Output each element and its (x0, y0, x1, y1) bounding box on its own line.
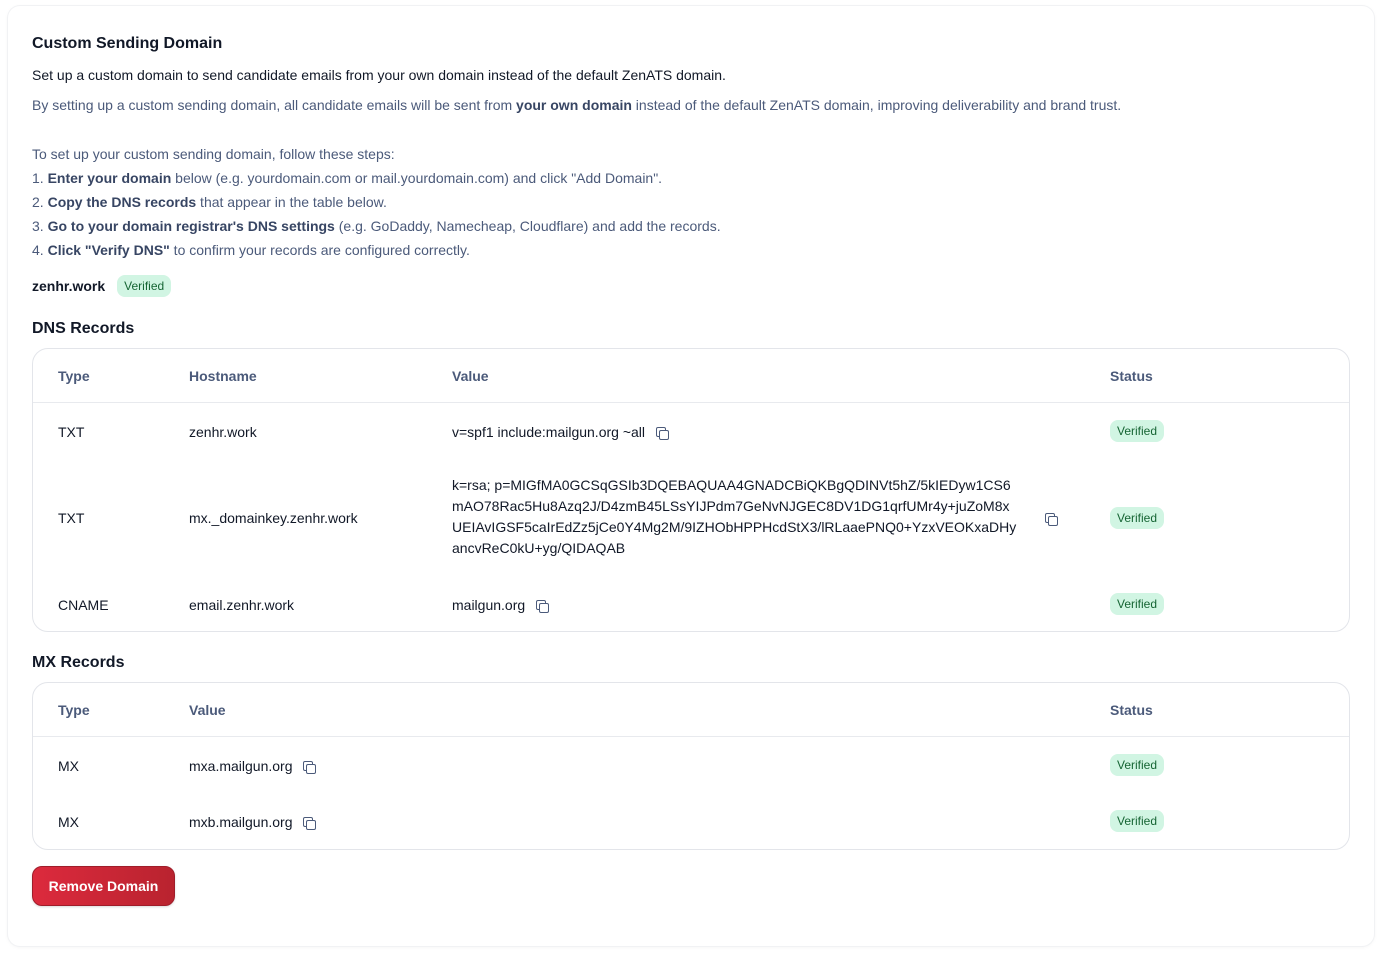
step-bold: Copy the DNS records (47, 194, 197, 210)
dns-records-table (32, 348, 1350, 632)
record-value-text: mxa.mailgun.org (189, 758, 293, 774)
record-status (1110, 593, 1164, 615)
record-value-line: mAO78Rac5Hu8Azq2J/D4zmB45LSsYIJPdm7GeNvNJGEC8DV1DG1qrfUMr4y+juZoM8x (452, 498, 1010, 514)
record-status (1110, 810, 1164, 832)
step-number: 4. (32, 242, 48, 258)
custom-domain-card (8, 6, 1374, 946)
record-value (452, 424, 669, 440)
status-badge: Verified (1110, 507, 1164, 529)
status-badge: Verified (1110, 754, 1164, 776)
record-value (452, 475, 1016, 559)
record-type: MX (58, 814, 79, 830)
column-header-status: Status (1110, 368, 1153, 384)
setup-steps (32, 142, 721, 262)
record-hostname: email.zenhr.work (189, 597, 295, 613)
step-2 (32, 190, 721, 214)
step-text: that appear in the table below. (196, 194, 387, 210)
status-badge: Verified (117, 275, 171, 297)
step-3 (32, 214, 721, 238)
step-bold: Go to your domain registrar's DNS settings (47, 218, 335, 234)
copy-icon[interactable] (1044, 512, 1058, 526)
record-value-line: ancvReC0kU+yg/QIDAQAB (452, 540, 626, 556)
step-text: to confirm your records are configured correctly. (169, 242, 470, 258)
record-value (189, 814, 316, 830)
record-type: MX (58, 758, 79, 774)
record-value-line: UEIAvIGSF5caIrEdZz5jCe0Y4Mg2M/9IZHObHPPHcdStX3/lRLaaePNQ0+YzxVEOKxaDHy (452, 519, 1017, 535)
copy-icon[interactable] (302, 816, 316, 830)
table-row (33, 575, 1349, 632)
table-row (33, 403, 1349, 461)
step-4 (32, 238, 721, 262)
step-number: 3. (32, 218, 48, 234)
step-bold: Click "Verify DNS" (47, 242, 170, 258)
intro-text-bold: your own domain (516, 97, 632, 113)
step-number: 1. (32, 170, 48, 186)
column-header-type: Type (58, 702, 90, 718)
copy-icon[interactable] (302, 760, 316, 774)
intro-paragraph (32, 97, 1121, 113)
domain-name: zenhr.work (32, 278, 106, 294)
status-badge: Verified (1110, 420, 1164, 442)
table-row (33, 737, 1349, 793)
remove-domain-button[interactable]: Remove Domain (32, 866, 175, 906)
page-subtitle: Set up a custom domain to send candidate emails from your own domain instead of the default ZenATS domain. (32, 67, 726, 83)
table-row (33, 461, 1349, 575)
record-value (452, 597, 549, 613)
record-value (189, 758, 316, 774)
column-header-value: Value (452, 368, 489, 384)
record-type: TXT (58, 424, 85, 440)
record-type: CNAME (58, 597, 109, 613)
step-1 (32, 166, 721, 190)
record-type: TXT (58, 510, 85, 526)
step-text: below (e.g. yourdomain.com or mail.yourdomain.com) and click "Add Domain". (171, 170, 663, 186)
record-value-text: mxb.mailgun.org (189, 814, 293, 830)
record-value-text: mailgun.org (452, 597, 526, 613)
step-number: 2. (32, 194, 48, 210)
intro-text-post: instead of the default ZenATS domain, improving deliverability and brand trust. (631, 97, 1122, 113)
step-bold: Enter your domain (47, 170, 172, 186)
dns-records-title: DNS Records (32, 320, 135, 337)
table-header (33, 683, 1349, 737)
record-hostname: mx._domainkey.zenhr.work (189, 510, 358, 526)
mx-records-title: MX Records (32, 654, 125, 671)
copy-icon[interactable] (655, 426, 669, 440)
column-header-type: Type (58, 368, 90, 384)
column-header-hostname: Hostname (189, 368, 257, 384)
record-status (1110, 420, 1164, 442)
domain-status-row (32, 275, 171, 297)
record-hostname: zenhr.work (189, 424, 257, 440)
record-value-line: k=rsa; p=MIGfMA0GCSqGSIb3DQEBAQUAA4GNADCBiQKBgQDINVt5hZ/5kIEDyw1CS6 (452, 477, 1011, 493)
column-header-value: Value (189, 702, 226, 718)
table-row (33, 793, 1349, 849)
copy-icon[interactable] (535, 599, 549, 613)
page-title: Custom Sending Domain (32, 35, 223, 52)
record-status (1110, 754, 1164, 776)
table-header (33, 349, 1349, 403)
steps-intro: To set up your custom sending domain, follow these steps: (32, 146, 395, 162)
status-badge: Verified (1110, 593, 1164, 615)
mx-records-table (32, 682, 1350, 850)
record-status (1110, 507, 1164, 529)
intro-text-pre: By setting up a custom sending domain, all candidate emails will be sent from (32, 97, 517, 113)
status-badge: Verified (1110, 810, 1164, 832)
record-value-text: v=spf1 include:mailgun.org ~all (452, 424, 646, 440)
column-header-status: Status (1110, 702, 1153, 718)
step-text: (e.g. GoDaddy, Namecheap, Cloudflare) and add the records. (334, 218, 721, 234)
